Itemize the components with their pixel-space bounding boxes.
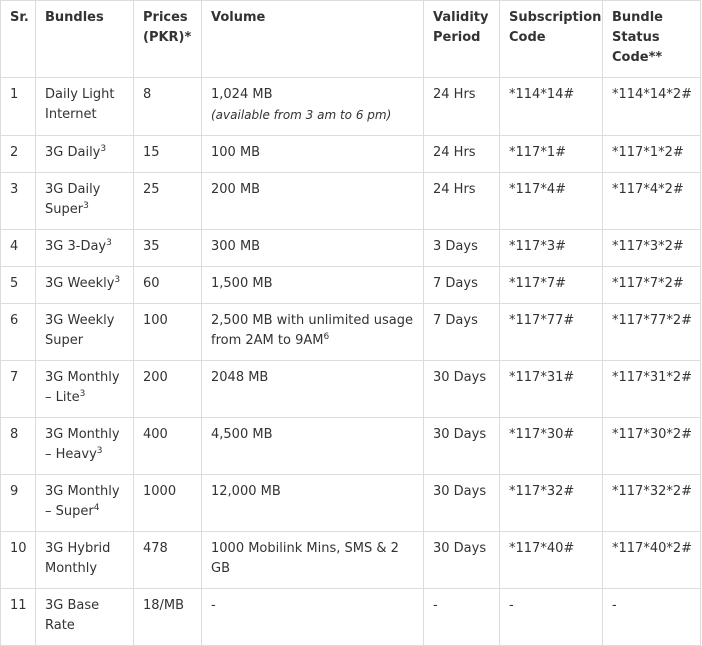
volume-value: 2048 MB (211, 370, 269, 385)
cell-subscription-code (500, 361, 603, 418)
status-code: *117*31*2# (612, 370, 693, 385)
cell-sr (1, 173, 36, 230)
status-code: *114*14*2# (612, 87, 693, 102)
price-value: 478 (143, 541, 168, 556)
status-code: *117*40*2# (612, 541, 693, 556)
table-body (1, 78, 701, 646)
validity-value: 7 Days (433, 276, 478, 291)
header-sr: Sr. (1, 1, 36, 78)
volume-value: 1,024 MB (211, 87, 273, 102)
volume-note: (available from 3 am to 6 pm) (211, 108, 392, 122)
cell-bundle (36, 532, 134, 589)
sr-number: 8 (10, 427, 19, 442)
cell-subscription-code (500, 304, 603, 361)
sr-number: 9 (10, 484, 19, 499)
table-row (1, 173, 701, 230)
cell-status-code (603, 304, 701, 361)
price-value: 18/MB (143, 598, 185, 613)
cell-bundle (36, 173, 134, 230)
sr-number: 1 (10, 87, 19, 102)
bundle-name: 3G 3-Day (45, 239, 107, 254)
cell-validity (424, 532, 500, 589)
cell-sr (1, 78, 36, 136)
header-bundles: Bundles (36, 1, 134, 78)
cell-status-code (603, 418, 701, 475)
sr-number: 7 (10, 370, 19, 385)
cell-validity (424, 304, 500, 361)
status-code: *117*77*2# (612, 313, 693, 328)
subscription-code: *117*30# (509, 427, 575, 442)
cell-validity (424, 230, 500, 267)
cell-sr (1, 589, 36, 646)
status-code: *117*7*2# (612, 276, 684, 291)
status-code: *117*3*2# (612, 239, 684, 254)
status-code: *117*30*2# (612, 427, 693, 442)
subscription-code: *117*7# (509, 276, 566, 291)
cell-subscription-code (500, 78, 603, 136)
cell-bundle (36, 230, 134, 267)
price-value: 100 (143, 313, 168, 328)
cell-price (134, 173, 202, 230)
subscription-code: *117*4# (509, 182, 566, 197)
cell-sr (1, 418, 36, 475)
cell-volume (202, 532, 424, 589)
bundle-footnote-ref: 3 (106, 238, 112, 248)
sr-number: 2 (10, 145, 19, 160)
cell-status-code (603, 589, 701, 646)
cell-bundle (36, 361, 134, 418)
cell-validity (424, 173, 500, 230)
bundle-name: 3G Weekly (45, 276, 115, 291)
cell-validity (424, 267, 500, 304)
cell-status-code (603, 475, 701, 532)
cell-volume (202, 136, 424, 173)
volume-value: 300 MB (211, 239, 261, 254)
cell-subscription-code (500, 475, 603, 532)
cell-volume (202, 589, 424, 646)
table-row (1, 418, 701, 475)
price-value: 400 (143, 427, 168, 442)
cell-subscription-code (500, 418, 603, 475)
cell-status-code (603, 230, 701, 267)
validity-value: 24 Hrs (433, 182, 476, 197)
cell-price (134, 267, 202, 304)
cell-subscription-code (500, 173, 603, 230)
bundle-footnote-ref: 3 (96, 446, 103, 456)
status-code: - (612, 598, 617, 613)
table-row (1, 589, 701, 646)
subscription-code: *117*77# (509, 313, 575, 328)
table-row (1, 361, 701, 418)
bundle-name: Daily Light Internet (45, 87, 115, 122)
table-row (1, 230, 701, 267)
cell-volume (202, 173, 424, 230)
sr-number: 3 (10, 182, 19, 197)
header-subscription-code: Subscription Code (500, 1, 603, 78)
validity-value: 30 Days (433, 427, 487, 442)
header-prices: Prices (PKR)* (134, 1, 202, 78)
price-value: 35 (143, 239, 160, 254)
cell-sr (1, 361, 36, 418)
price-value: 25 (143, 182, 160, 197)
validity-value: - (433, 598, 438, 613)
cell-volume (202, 267, 424, 304)
volume-value: 12,000 MB (211, 484, 281, 499)
validity-value: 7 Days (433, 313, 478, 328)
cell-validity (424, 589, 500, 646)
subscription-code: *117*3# (509, 239, 566, 254)
cell-validity (424, 78, 500, 136)
cell-volume (202, 230, 424, 267)
header-status-code: Bundle Status Code** (603, 1, 701, 78)
cell-subscription-code (500, 230, 603, 267)
bundle-footnote-ref: 3 (114, 275, 121, 285)
status-code: *117*32*2# (612, 484, 693, 499)
cell-bundle (36, 418, 134, 475)
cell-volume (202, 361, 424, 418)
cell-bundle (36, 136, 134, 173)
bundle-name: 3G Hybrid Monthly (45, 541, 111, 576)
cell-validity (424, 136, 500, 173)
cell-bundle (36, 78, 134, 136)
cell-sr (1, 267, 36, 304)
cell-subscription-code (500, 532, 603, 589)
bundle-name: 3G Base Rate (45, 598, 100, 633)
volume-footnote-ref: 6 (323, 332, 330, 342)
volume-value: 1,500 MB (211, 276, 273, 291)
cell-price (134, 230, 202, 267)
table-header-row (1, 1, 701, 78)
cell-subscription-code (500, 589, 603, 646)
validity-value: 30 Days (433, 370, 487, 385)
cell-price (134, 361, 202, 418)
cell-status-code (603, 78, 701, 136)
subscription-code: - (509, 598, 514, 613)
cell-volume (202, 475, 424, 532)
price-value: 15 (143, 145, 160, 160)
cell-status-code (603, 173, 701, 230)
bundle-name: 3G Daily (45, 145, 101, 160)
bundle-footnote-ref: 3 (79, 389, 86, 399)
sr-number: 4 (10, 239, 19, 254)
cell-validity (424, 475, 500, 532)
cell-bundle (36, 475, 134, 532)
table-row (1, 475, 701, 532)
bundle-name: 3G Daily Super (45, 182, 101, 217)
price-value: 200 (143, 370, 168, 385)
cell-status-code (603, 532, 701, 589)
header-validity: Validity Period (424, 1, 500, 78)
bundle-footnote-ref: 3 (100, 144, 107, 154)
price-value: 1000 (143, 484, 177, 499)
volume-value: 200 MB (211, 182, 261, 197)
bundle-footnote-ref: 3 (83, 201, 89, 211)
table-row (1, 267, 701, 304)
cell-status-code (603, 136, 701, 173)
bundle-footnote-ref: 4 (93, 503, 100, 513)
cell-volume (202, 418, 424, 475)
price-value: 60 (143, 276, 160, 291)
sr-number: 10 (10, 541, 27, 556)
price-value: 8 (143, 87, 152, 102)
volume-value: 2,500 MB with unlimited usage from 2AM to 9AM (211, 313, 414, 348)
sr-number: 5 (10, 276, 19, 291)
table-row (1, 532, 701, 589)
table-row (1, 78, 701, 136)
cell-sr (1, 475, 36, 532)
cell-price (134, 589, 202, 646)
cell-sr (1, 532, 36, 589)
validity-value: 30 Days (433, 541, 487, 556)
cell-sr (1, 230, 36, 267)
bundle-name: 3G Weekly Super (45, 313, 115, 348)
cell-validity (424, 361, 500, 418)
cell-price (134, 475, 202, 532)
table-row (1, 136, 701, 173)
cell-bundle (36, 267, 134, 304)
cell-subscription-code (500, 136, 603, 173)
header-volume: Volume (202, 1, 424, 78)
cell-price (134, 78, 202, 136)
sr-number: 6 (10, 313, 19, 328)
cell-price (134, 136, 202, 173)
sr-number: 11 (10, 598, 27, 613)
cell-status-code (603, 361, 701, 418)
cell-price (134, 304, 202, 361)
cell-sr (1, 304, 36, 361)
table-row (1, 304, 701, 361)
subscription-code: *117*31# (509, 370, 575, 385)
subscription-code: *117*40# (509, 541, 575, 556)
validity-value: 30 Days (433, 484, 487, 499)
bundle-name: 3G Monthly – Heavy (45, 427, 120, 462)
volume-value: 4,500 MB (211, 427, 273, 442)
cell-bundle (36, 589, 134, 646)
validity-value: 24 Hrs (433, 145, 476, 160)
subscription-code: *114*14# (509, 87, 575, 102)
validity-value: 3 Days (433, 239, 478, 254)
validity-value: 24 Hrs (433, 87, 476, 102)
subscription-code: *117*1# (509, 145, 566, 160)
cell-bundle (36, 304, 134, 361)
cell-sr (1, 136, 36, 173)
cell-price (134, 418, 202, 475)
volume-value: - (211, 598, 216, 613)
volume-value: 100 MB (211, 145, 261, 160)
cell-volume (202, 304, 424, 361)
subscription-code: *117*32# (509, 484, 575, 499)
status-code: *117*4*2# (612, 182, 684, 197)
status-code: *117*1*2# (612, 145, 684, 160)
cell-subscription-code (500, 267, 603, 304)
cell-volume (202, 78, 424, 136)
cell-price (134, 532, 202, 589)
cell-validity (424, 418, 500, 475)
cell-status-code (603, 267, 701, 304)
bundle-name: 3G Monthly – Lite (45, 370, 120, 405)
bundle-name: 3G Monthly – Super (45, 484, 120, 519)
volume-value: 1000 Mobilink Mins, SMS & 2 GB (211, 541, 399, 576)
